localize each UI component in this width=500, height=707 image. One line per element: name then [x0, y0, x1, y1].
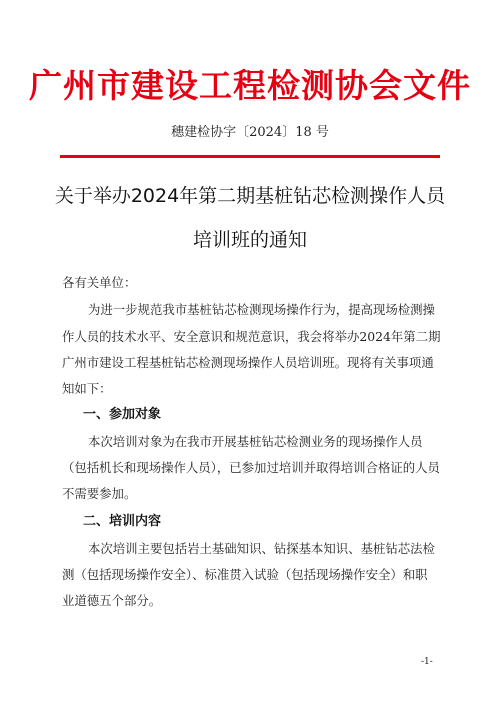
section-heading-participants: 一、参加对象 [83, 407, 162, 422]
intro-line: 为进一步规范我市基桩钻芯检测现场操作行为，提高现场检测操 [88, 302, 435, 317]
notice-title-line-1: 关于举办2024年第二期基桩钻芯检测操作人员 [54, 185, 446, 207]
organization-header-title: 广州市建设工程检测协会文件 [29, 66, 471, 105]
page-number: -1- [421, 657, 433, 667]
section-line: 测（包括现场操作安全）、标准贯入试验（包括现场操作安全）和职 [62, 567, 428, 582]
intro-line: 知如下： [62, 381, 112, 396]
intro-line: 作人员的技术水平、安全意识和规范意识，我会将举办2024年第二期 [62, 329, 441, 344]
section-heading-content: 二、培训内容 [83, 514, 162, 529]
document-number: 穗建检协字〔2024〕18 号 [171, 125, 329, 140]
section-line: 业道德五个部分。 [62, 593, 162, 608]
notice-title-line-2: 培训班的通知 [192, 229, 307, 251]
intro-line: 广州市建设工程基桩钻芯检测现场操作人员培训班。现将有关事项通 [62, 355, 434, 370]
red-divider-line [60, 155, 440, 158]
section-line: 本次培训对象为在我市开展基桩钻芯检测业务的现场操作人员 [88, 434, 423, 449]
section-line: 不需要参加。 [62, 486, 137, 501]
section-line: 本次培训主要包括岩土基础知识、钻探基本知识、基桩钻芯法检 [88, 541, 435, 556]
salutation: 各有关单位： [62, 275, 137, 290]
section-line: （包括机长和现场操作人员），已参加过培训并取得培训合格证的人员 [62, 460, 440, 475]
